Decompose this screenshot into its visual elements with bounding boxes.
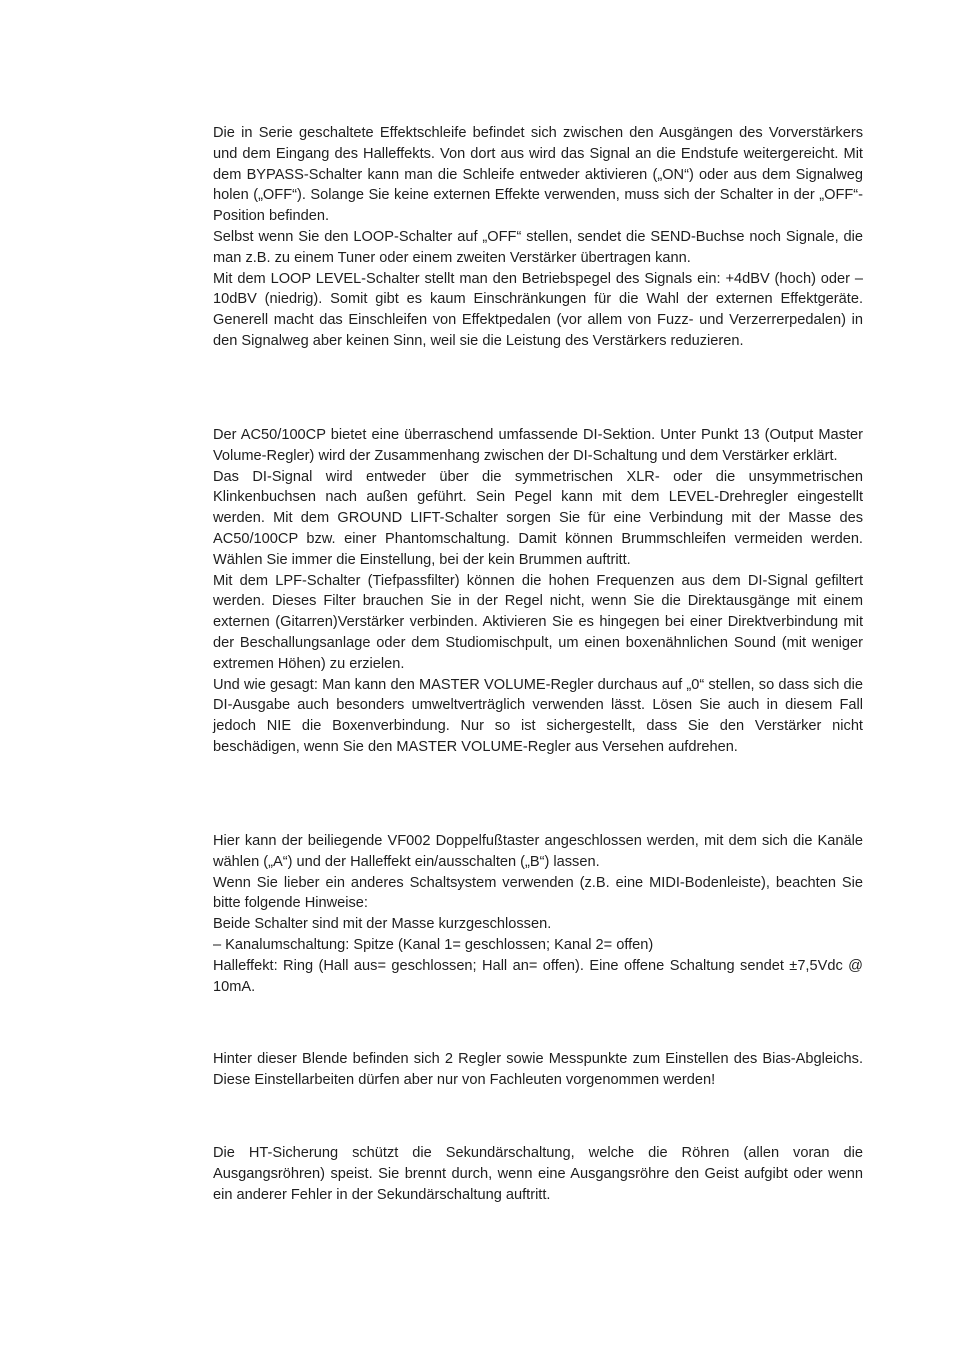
paragraph: Die HT-Sicherung schützt die Sekundärschaltung, welche die Röhren (allen voran die Ausgangsröhren) speist. Sie brennt durch, wenn eine Ausgangsröhre den Geist aufgibt oder wenn ein anderer Fehler in der Sekundärschaltung auftritt. xyxy=(213,1145,863,1203)
paragraph: Selbst wenn Sie den LOOP-Schalter auf „OFF“ stellen, sendet die SEND-Buchse noch Signale, die man z.B. zu einem Tuner oder einem zweiten Verstärker übertragen kann. xyxy=(213,228,863,266)
paragraph: Beide Schalter sind mit der Masse kurzgeschlossen. xyxy=(213,916,552,933)
paragraph: Hinter dieser Blende befinden sich 2 Regler sowie Messpunkte zum Einstellen des Bias-Abgleichs. Diese Einstellarbeiten dürfen aber nur von Fachleuten vorgenommen werden! xyxy=(213,1051,863,1088)
paragraph: Wenn Sie lieber ein anderes Schaltsystem verwenden (z.B. eine MIDI-Bodenleiste), beachten Sie bitte folgende Hinweise: xyxy=(213,874,863,912)
paragraph: Mit dem LPF-Schalter (Tiefpassfilter) können die hohen Frequenzen aus dem DI-Signal gefiltert werden. Dieses Filter brauchen Sie in der Regel nicht, wenn Sie die Direktausgänge mit einem externen (Gitarren)Verstärker verbinden. Aktivieren Sie es hingegen bei einer Direktverbindung mit der Beschallungsanlage oder dem Studiomischpult, um einen boxenähnlichen Sound (mit weniger extremen Höhen) zu erzielen. xyxy=(213,572,863,672)
paragraph: Die in Serie geschaltete Effektschleife befindet sich zwischen den Ausgängen des Vorverstärkers und dem Eingang des Halleffekts. Von dort aus wird das Signal an die Endstufe weitergereicht. Mit dem BYPASS-Schalter kann man die Schleife entweder aktivieren („ON“) oder aus dem Signalweg holen („OFF“). Solange Sie keine externen Effekte verwenden, muss sich der Schalter in der „OFF“-Position befinden. xyxy=(213,125,863,225)
paragraph: Der AC50/100CP bietet eine überraschend umfassende DI-Sektion. Unter Punkt 13 (Output Master Volume-Regler) wird der Zusammenhang zwischen der DI-Schaltung und dem Verstärker erklärt. xyxy=(213,427,863,464)
di-section xyxy=(213,425,863,758)
effects-loop-section xyxy=(213,123,863,352)
bias-section xyxy=(213,1049,863,1091)
paragraph: Mit dem LOOP LEVEL-Schalter stellt man den Betriebspegel des Signals ein: +4dBV (hoch) oder –10dBV (niedrig). Somit gibt es kaum Einschränkungen für die Wahl der externen Effektgeräte. Generell macht das Einschleifen von Effektpedalen (vor allem von Fuzz- und Verzerrerpedalen) in den Signalweg aber keinen Sinn, weil sie die Leistung des Verstärkers reduzieren. xyxy=(213,270,863,349)
paragraph: Hier kann der beiliegende VF002 Doppelfußtaster angeschlossen werden, mit dem sich die Kanäle wählen („A“) und der Halleffekt ein/ausschalten („B“) lassen. xyxy=(213,833,863,870)
paragraph: – Kanalumschaltung: Spitze (Kanal 1= geschlossen; Kanal 2= offen) xyxy=(213,936,654,953)
footswitch-section xyxy=(213,831,863,997)
ht-fuse-section xyxy=(213,1143,863,1205)
paragraph: Das DI-Signal wird entweder über die symmetrischen XLR- oder die unsymmetrischen Klinkenbuchsen nach außen geführt. Sein Pegel kann mit dem LEVEL-Drehregler eingestellt werden. Mit dem GROUND LIFT-Schalter sorgen Sie für eine Verbindung mit der Masse des AC50/100CP bzw. einer Phantomschaltung. Damit können Brummschleifen vermeiden werden. Wählen Sie immer die Einstellung, bei der kein Brummen auftritt. xyxy=(213,468,863,568)
paragraph: Halleffekt: Ring (Hall aus= geschlossen; Hall an= offen). Eine offene Schaltung sendet ±7,5Vdc @ 10mA. xyxy=(213,957,863,995)
paragraph: Und wie gesagt: Man kann den MASTER VOLUME-Regler durchaus auf „0“ stellen, so dass sich die DI-Ausgabe auch besonders umweltverträglich verwenden lässt. Lösen Sie auch in diesem Fall jedoch NIE die Boxenverbindung. Nur so ist sichergestellt, dass Sie den Verstärker nicht beschädigen, wenn Sie den MASTER VOLUME-Regler aus Versehen aufdrehen. xyxy=(213,676,863,755)
